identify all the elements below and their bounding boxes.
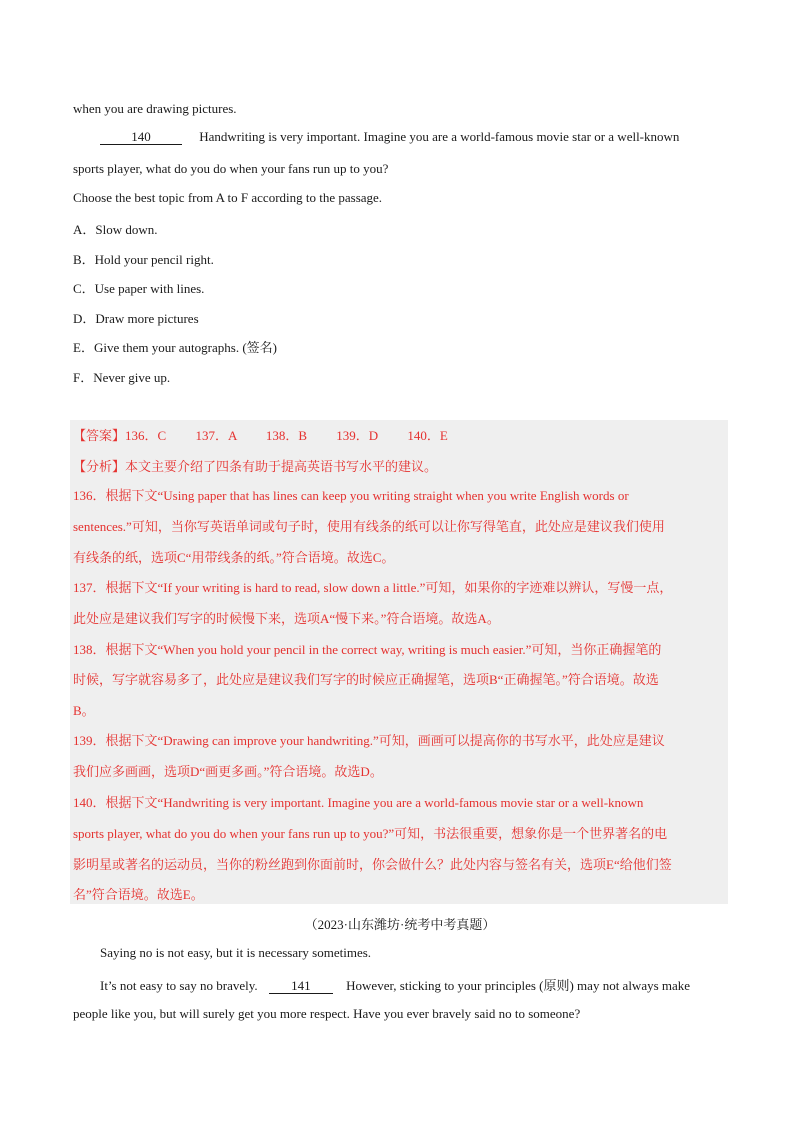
question-140-line [100, 129, 679, 145]
analysis-line: 136．根据下文“Using paper that has lines can keep you writing straight when you write English words or [73, 488, 629, 503]
analysis-summary-line [73, 456, 437, 475]
analysis-line: 138．根据下文“When you hold your pencil in the correct way, writing is much easier.”可知，当你正确握笔的 [73, 642, 662, 657]
question-text: Handwriting is very important. Imagine you are a world-famous movie star or a well-known [199, 129, 680, 144]
answer-blank-141[interactable] [269, 979, 333, 994]
analysis-line: sports player, what do you do when your fans run up to you?”可知，书法很重要，想象你是一个世界著名的电 [73, 826, 668, 841]
analysis-line: 时候，写字就容易多了，此处应是建议我们写字的时候应正确握笔，选项B“正确握笔。”符合语境。故选 [73, 672, 659, 687]
passage-line: when you are drawing pictures. [73, 101, 237, 116]
blank-number: 140 [131, 129, 151, 144]
analysis-line: 我们应多画画，选项D“画更多画。”符合语境。故选D。 [73, 764, 383, 779]
option-a: A．Slow down. [73, 222, 158, 237]
passage-line: sports player, what do you do when your fans run up to you? [73, 161, 389, 176]
option-d: D．Draw more pictures [73, 311, 199, 326]
passage-line: people like you, but will surely get you more respect. Have you ever bravely said no to someone? [73, 1006, 581, 1021]
answer-key-line [73, 425, 448, 444]
answer-item: 139．D [336, 428, 379, 443]
analysis-line: 名”符合语境。故选E。 [73, 887, 204, 902]
analysis-line: 137．根据下文“If your writing is hard to read, slow down a little.”可知，如果你的字迹难以辨认，写慢一点， [73, 580, 673, 595]
analysis-summary: 本文主要介绍了四条有助于提高英语书写水平的建议。 [125, 459, 438, 474]
option-b: B．Hold your pencil right. [73, 252, 214, 267]
option-f: F．Never give up. [73, 370, 171, 385]
blank-number: 141 [291, 978, 311, 993]
answer-item: 137．A [195, 428, 237, 443]
passage-text: However, sticking to your principles (原则) may not always make [346, 978, 691, 993]
answer-blank-140[interactable] [100, 130, 182, 145]
analysis-line: 140．根据下文“Handwriting is very important. Imagine you are a world-famous movie star or a well-known [73, 795, 644, 810]
analysis-line: B。 [73, 703, 95, 718]
passage-text: It’s not easy to say no bravely. [100, 978, 258, 993]
option-c: C．Use paper with lines. [73, 281, 205, 296]
instruction-text: Choose the best topic from A to F according to the passage. [73, 190, 383, 205]
analysis-line: sentences.”可知，当你写英语单词或句子时，使用有线条的纸可以让你写得笔直，此处应是建议我们使用 [73, 519, 665, 534]
analysis-line: 此处应是建议我们写字的时候慢下来，选项A“慢下来。”符合语境。故选A。 [73, 611, 500, 626]
answer-item: 140．E [407, 428, 448, 443]
analysis-label: 【分析】 [73, 459, 126, 474]
answer-item: 138．B [265, 428, 308, 443]
analysis-line: 139．根据下文“Drawing can improve your handwriting.”可知，画画可以提高你的书写水平，此处应是建议 [73, 733, 665, 748]
source-citation: （2023·山东潍坊·统考中考真题） [304, 917, 496, 932]
analysis-line: 影明星或著名的运动员，当你的粉丝跑到你面前时，你会做什么？此处内容与签名有关，选项E“给他们签 [73, 857, 672, 872]
passage-line: Saying no is not easy, but it is necessary sometimes. [100, 945, 372, 960]
answer-label: 【答案】 [73, 428, 126, 443]
option-e: E．Give them your autographs. (签名) [73, 340, 277, 355]
analysis-line: 有线条的纸，选项C“用带线条的纸。”符合语境。故选C。 [73, 550, 395, 565]
answer-item: 136．C [125, 428, 167, 443]
question-141-line [100, 975, 690, 994]
